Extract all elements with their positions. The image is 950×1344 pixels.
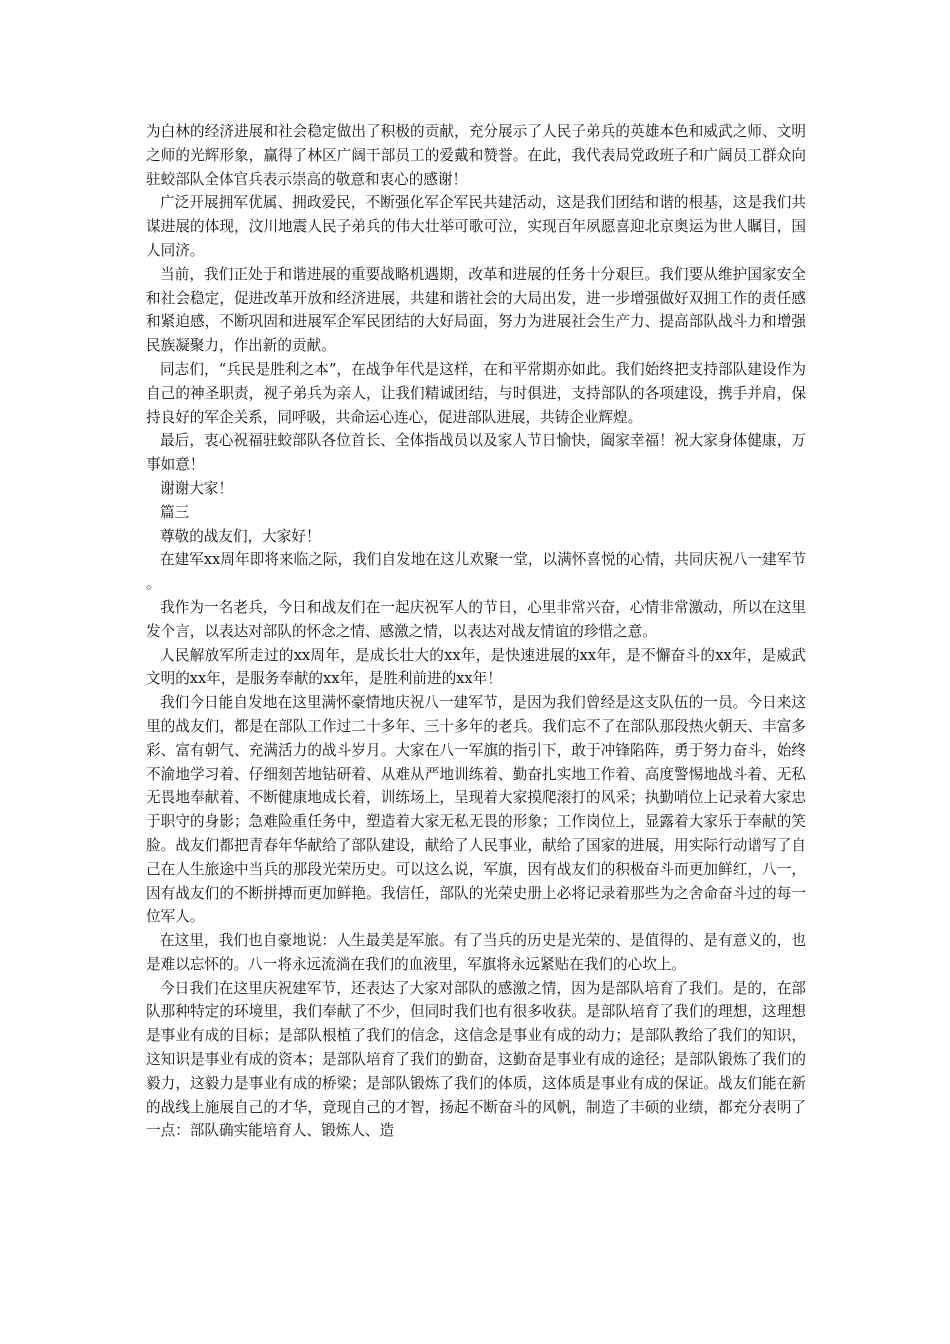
paragraph-current-period: 当前，我们正处于和谐进展的重要战略机遇期，改革和进展的任务十分艰巨。我们要从维护国家安全和社会稳定，促进改革开放和经济进展，共建和谐社会的大局出发，进一步增强做好双拥工作的责任感和紧迫感，不断巩固和进展军企军民团结的大好局面，努力为进展社会生产力、提高部队战斗力和增强民族凝聚力，作出新的贡献。 [146,265,806,355]
paragraph-closing-wishes: 最后，衷心祝福驻蛟部队各位首长、全体指战员以及家人节日愉快，阖家幸福！祝大家身体健康，万事如意！ [146,432,806,474]
paragraph-continued: 为白林的经济进展和社会稳定做出了积极的贡献，充分展示了人民子弟兵的英雄本色和威武之师、文明之师的光辉形象，赢得了林区广阔干部员工的爱戴和赞誉。在此，我代表局党政班子和广阔员工群众向驻蛟部队全体官兵表示崇高的敬意和衷心的感谢！ [146,123,806,188]
section-heading: 篇三 [160,503,190,521]
paragraph-comrades: 同志们，“兵民是胜利之本”，在战争年代是这样，在和平常期亦如此。我们始终把支持部队建设作为自己的神圣职责，视子弟兵为亲人，让我们精诚团结，与时俱进，支持部队的各项建设，携手并肩，保持良好的军企关系，同呼吸，共命运心连心，促进部队进展，共铸企业辉煌。 [146,360,806,426]
paragraph-memories: 我们今日能自发地在这里满怀豪情地庆祝八一建军节，是因为我们曾经是这支队伍的一员。今日来这里的战友们，都是在部队工作过二十多年、三十多年的老兵。我们忘不了在部队那段热火朝天、丰富多彩、富有朝气、充满活力的战斗岁月。大家在八一军旗的指引下，敢于冲锋陷阵，勇于努力奋斗，始终不渝地学习着、仔细刻苦地钻研着、从难从严地训练着、勤奋扎实地工作着、高度警惕地战斗着、无私无畏地奉献着、不断健康地成长着，训练场上，呈现着大家摸爬滚打的风采；执勤哨位上记录着大家忠于职守的身影；急难险重任务中，塑造着大家无私无畏的形象；工作岗位上，显露着大家乐于奉献的笑脸。战友们都把青春年华献给了部队建设，献给了人民事业，献给了国家的进展，用实际行动谱写了自己在人生旅途中当兵的那段光荣历史。可以这么说，军旗，因有战友们的积极奋斗而更加鲜红，八一，因有战友们的不断拼搏而更加鲜艳。我信任，部队的光荣史册上必将记录着那些为之舍命奋斗过的每一位军人。 [146,694,806,926]
paragraph-veteran: 我作为一名老兵，今日和战友们在一起庆祝军人的节日，心里非常兴奋，心情非常激动，所以在这里发个言，以表达对部队的怀念之情、感激之情，以表达对战友情谊的珍惜之意。 [146,598,806,640]
document-page [146,120,806,1143]
paragraph-military-life: 在这里，我们也自豪地说：人生最美是军旅。有了当兵的历史是光荣的、是值得的、是有意义的，也是难以忘怀的。八一将永远流淌在我们的血液里，军旗将永远紧贴在我们的心坎上。 [146,932,806,973]
paragraph-thanks: 谢谢大家！ [160,479,233,497]
paragraph-army-civilian: 广泛开展拥军优属、拥政爱民，不断强化军企军民共建活动，这是我们团结和谐的根基，这是我们共谋进展的体现，汶川地震人民子弟兵的伟大壮举可歌可泣，实现百年夙愿喜迎北京奥运为世人瞩目，国人同济。 [146,194,806,259]
paragraph-gratitude: 今日我们在这里庆祝建军节，还表达了大家对部队的感激之情，因为是部队培育了我们。是的，在部队那种特定的环境里，我们奉献了不少，但同时我们也有很多收获。是部队培育了我们的理想，这理想是事业有成的目标；是部队根植了我们的信念，这信念是事业有成的动力；是部队教给了我们的知识，这知识是事业有成的资本；是部队培育了我们的勤奋，这勤奋是事业有成的途径；是部队锻炼了我们的毅力，这毅力是事业有成的桥梁；是部队锻炼了我们的体质，这体质是事业有成的保证。战友们能在新的战线上施展自己的才华，竟现自己的才智，扬起不断奋斗的风帆，制造了丰硕的业绩，都充分表明了一点：部队确实能培育人、锻炼人、造 [146,979,806,1140]
paragraph-pla-years: 人民解放军所走过的xx周年，是成长壮大的xx年，是快速进展的xx年，是不懈奋斗的xx年，是威武文明的xx年，是服务奉献的xx年，是胜利前进的xx年！ [146,646,806,688]
paragraph-anniversary: 在建军xx周年即将来临之际，我们自发地在这儿欢聚一堂，以满怀喜悦的心情，共同庆祝八一建军节。 [146,551,806,593]
paragraph-greeting: 尊敬的战友们，大家好！ [160,527,321,545]
